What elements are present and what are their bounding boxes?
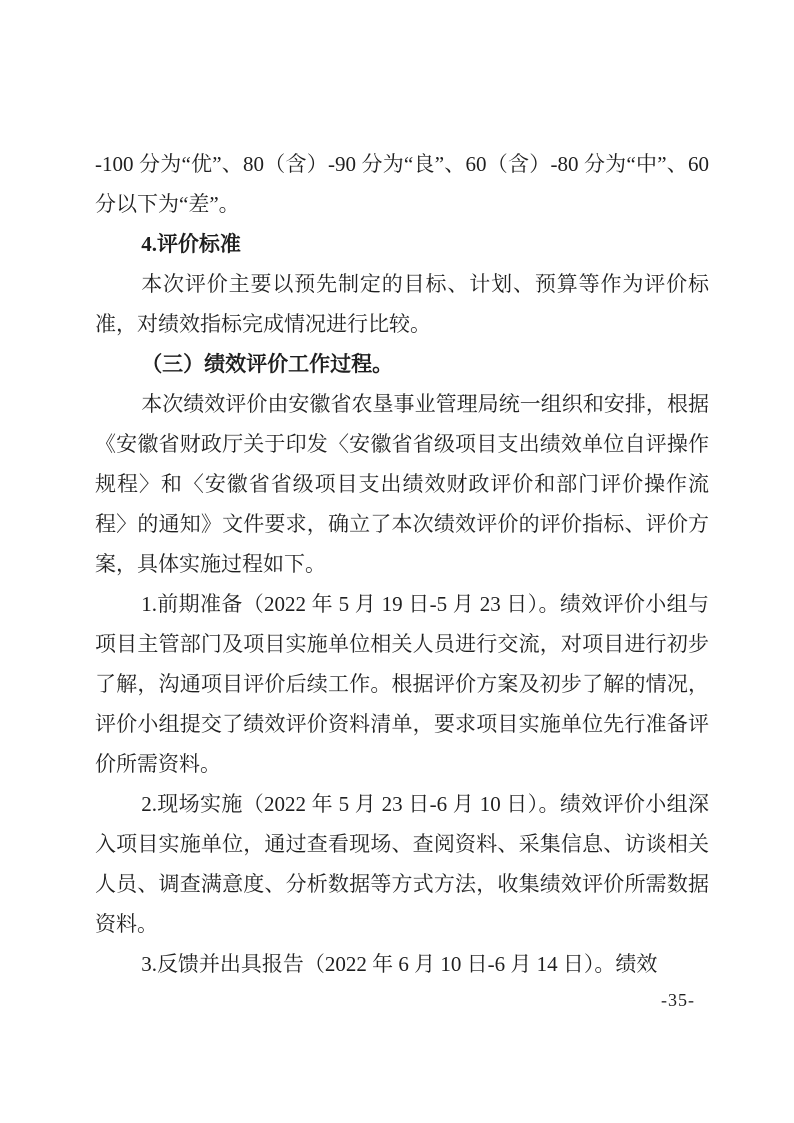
paragraph: 2.现场实施（2022 年 5 月 23 日-6 月 10 日）。绩效评价小组深入项目实施单位，通过查看现场、查阅资料、采集信息、访谈相关人员、调查满意度、分析数据等方式方法，收集绩效评价所需数据资料。 xyxy=(95,792,709,936)
paragraph: 本次评价主要以预先制定的目标、计划、预算等作为评价标准，对绩效指标完成情况进行比较。 xyxy=(95,272,709,336)
paragraph: 3.反馈并出具报告（2022 年 6 月 10 日-6 月 14 日）。绩效 xyxy=(141,952,658,976)
section-heading: （三）绩效评价工作过程。 xyxy=(141,352,394,376)
page-number: -35- xyxy=(661,990,695,1010)
paragraph: 1.前期准备（2022 年 5 月 19 日-5 月 23 日）。绩效评价小组与项目主管部门及项目实施单位相关人员进行交流，对项目进行初步了解，沟通项目评价后续工作。根据评价方案及初步了解的情况，评价小组提交了绩效评价资料清单，要求项目实施单位先行准备评价所需资料。 xyxy=(95,592,709,776)
document-body xyxy=(95,144,709,984)
paragraph: -100 分为“优”、80（含）-90 分为“良”、60（含）-80 分为“中”、60 分以下为“差”。 xyxy=(95,152,709,216)
section-heading: 4.评价标准 xyxy=(141,232,241,256)
paragraph: 本次绩效评价由安徽省农垦事业管理局统一组织和安排，根据《安徽省财政厅关于印发〈安徽省省级项目支出绩效单位自评操作规程〉和〈安徽省省级项目支出绩效财政评价和部门评价操作流程〉的通知》文件要求，确立了本次绩效评价的评价指标、评价方案，具体实施过程如下。 xyxy=(95,392,709,576)
